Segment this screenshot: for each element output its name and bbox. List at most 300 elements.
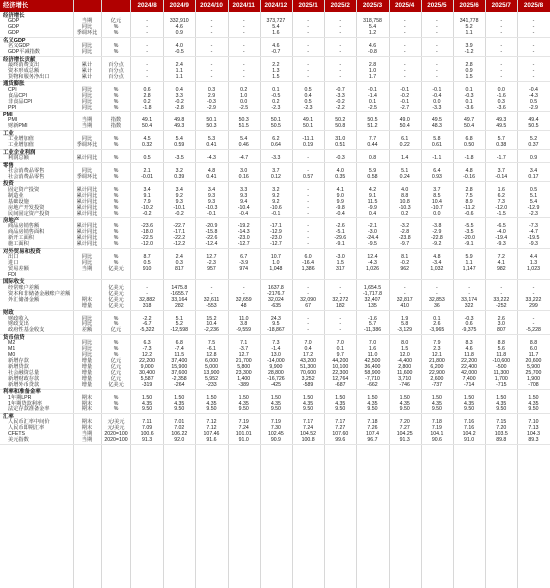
value-cell: - [307, 24, 309, 31]
unit-label: 亿美元 [108, 302, 124, 309]
value-cell: -9,559 [236, 327, 252, 334]
value-cell: 7.13 [528, 425, 539, 432]
value-cell: - [307, 321, 309, 328]
value-cell: -0.4 [335, 210, 345, 217]
value-cell: -264 [174, 381, 185, 388]
value-cell: 182 [335, 302, 345, 309]
value-cell: - [307, 210, 309, 217]
measure-type: 增量 [81, 358, 93, 365]
indicator-name: 美元指数 [8, 437, 29, 444]
value-cell: 91.3 [399, 437, 410, 444]
value-cell: 107.60 [332, 431, 349, 438]
value-cell: 910 [142, 266, 152, 272]
value-cell: -9,375 [461, 327, 477, 334]
section-title-text: 国际收支 [3, 279, 25, 286]
value-cell: 3.0 [497, 321, 505, 328]
unit-label: % [113, 204, 119, 211]
value-cell: 0.9 [529, 155, 538, 162]
value-cell: 3.7 [272, 168, 280, 175]
value-cell: 0.41 [206, 173, 217, 180]
value-cell: 12.0 [399, 352, 410, 359]
measure-type: 期末 [81, 296, 93, 303]
value-cell: - [436, 67, 438, 74]
value-cell: 0.2 [240, 86, 248, 93]
value-cell: 2.2 [272, 62, 280, 68]
value-cell: 7.01 [174, 419, 185, 426]
value-cell: 1.6 [272, 30, 280, 37]
value-cell: 102.45 [267, 431, 284, 438]
value-cell: -3.3 [432, 104, 442, 111]
value-cell: 0.2 [401, 210, 409, 217]
value-cell: - [307, 155, 309, 162]
value-cell: - [242, 24, 245, 31]
value-cell: 0.4 [304, 92, 312, 99]
value-cell: 0.19 [303, 142, 314, 149]
value-cell: 0.6 [143, 86, 151, 93]
value-cell: 4.35 [174, 400, 185, 407]
value-cell: -1.7 [496, 155, 506, 162]
value-cell: -9.7 [400, 241, 410, 248]
value-cell: 43,200 [300, 358, 317, 365]
value-cell: 9.5 [272, 321, 280, 328]
value-cell: 4.35 [399, 400, 410, 407]
value-cell: -0.8 [368, 49, 377, 56]
value-cell: 3.4 [143, 186, 151, 193]
value-cell: 2.8 [465, 62, 473, 68]
value-cell: 1,386 [301, 266, 315, 272]
value-cell: -20.9 [205, 223, 218, 230]
value-cell: -1.6 [496, 92, 506, 99]
value-cell: 4.6 [175, 24, 183, 31]
measure-type: 同比 [81, 315, 93, 322]
value-cell: 0.1 [465, 86, 473, 93]
value-cell: 44,200 [332, 358, 349, 365]
value-cell: 5.4 [368, 24, 377, 31]
indicator-name: PMI [8, 117, 18, 124]
value-cell: 0.4 [175, 86, 183, 93]
measure-type: 同比 [81, 43, 93, 50]
value-cell: 1.2 [368, 30, 377, 37]
value-cell: 2.8 [143, 92, 151, 99]
measure-type: 同比 [81, 321, 93, 328]
value-cell: 11.5 [174, 352, 185, 359]
section-title-text: 工业 [3, 130, 14, 137]
value-cell: -6.7 [142, 321, 152, 328]
value-cell: 0.59 [174, 142, 185, 149]
value-cell: 3.2 [175, 168, 183, 175]
value-cell: 3.4 [529, 168, 538, 175]
value-cell: 36,400 [364, 363, 381, 370]
unit-label: % [113, 352, 119, 359]
value-cell: - [210, 284, 213, 291]
value-cell: -635 [270, 302, 282, 309]
value-cell: 9.1 [368, 192, 377, 199]
month-header: 2025/7 [491, 2, 511, 9]
value-cell: 51.5 [238, 123, 249, 130]
value-cell: 0.8 [368, 155, 377, 162]
value-cell: 9.2 [272, 198, 280, 205]
value-cell: -0.4 [239, 210, 249, 217]
value-cell: 4.8 [465, 168, 473, 175]
measure-type: 增量 [81, 375, 93, 382]
value-cell: 0.1 [368, 98, 377, 105]
value-cell: 7.30 [270, 425, 281, 432]
unit-label: 2020=100 [104, 437, 128, 444]
value-cell: 1.5 [465, 73, 473, 80]
indicator-name: 施工面积 [8, 241, 29, 248]
value-cell: 807 [496, 327, 506, 334]
value-cell: -9.9 [368, 204, 377, 211]
value-cell: 7.10 [528, 419, 539, 426]
value-cell: - [307, 18, 309, 25]
value-cell: 103.5 [494, 431, 508, 438]
measure-type: 同比 [81, 136, 93, 143]
indicator-name: 食品CPI [8, 92, 28, 99]
indicator-name: 民间固定资产投资 [8, 210, 50, 217]
value-cell: 1.50 [528, 394, 539, 401]
value-cell: - [307, 73, 309, 80]
value-cell: 49.5 [496, 123, 507, 130]
value-cell: 90.6 [431, 437, 442, 444]
unit-label: % [113, 229, 119, 236]
value-cell: -3.6 [464, 104, 474, 111]
value-cell: 0.1 [433, 315, 441, 322]
measure-type: 期末 [81, 406, 93, 413]
value-cell: - [307, 284, 309, 291]
value-cell: -2.5 [368, 104, 377, 111]
section-title-text: 对外贸易和投资 [3, 248, 41, 255]
value-cell: - [403, 284, 406, 291]
value-cell: 4.6 [272, 43, 280, 50]
indicator-name: 房地产开发投资 [8, 204, 45, 211]
value-cell: 1.1 [465, 30, 473, 37]
value-cell: - [468, 290, 470, 297]
value-cell: 4.35 [496, 400, 507, 407]
value-cell: -1,717.8 [362, 290, 382, 297]
value-cell: -2.9 [207, 104, 216, 111]
value-cell: 5.4 [175, 136, 183, 143]
value-cell: - [500, 18, 503, 25]
value-cell: 50.2 [335, 117, 346, 124]
value-cell: 982 [496, 266, 506, 272]
value-cell: 4.1 [497, 260, 505, 267]
value-cell: 5,952 [204, 375, 218, 382]
value-cell: 104.25 [396, 431, 413, 438]
value-cell: 1,654.5 [363, 284, 382, 291]
value-cell: 7.16 [464, 425, 475, 432]
value-cell: - [146, 67, 148, 74]
value-cell: 9.7 [336, 352, 344, 359]
value-cell: 6,200 [430, 363, 444, 370]
value-cell: 7.5 [207, 340, 216, 347]
value-cell: 1.3 [272, 67, 280, 74]
value-cell: -0.1 [271, 210, 281, 217]
value-cell: -715 [496, 381, 507, 388]
value-cell: 1,023 [526, 266, 540, 272]
value-cell: - [146, 30, 148, 37]
value-cell: -14,000 [267, 358, 285, 365]
measure-type: 累计同比 [76, 229, 98, 236]
measure-type: 同比 [81, 260, 93, 267]
value-cell: 3.7 [497, 168, 505, 175]
unit-label: 百分点 [108, 73, 124, 80]
value-cell: 0.3 [175, 260, 183, 267]
value-cell: 0.9 [465, 67, 473, 74]
value-cell: 1.50 [496, 394, 507, 401]
value-cell: 92.0 [174, 437, 185, 444]
value-cell: 1.5 [272, 73, 280, 80]
indicator-name: 新增财政存款 [8, 375, 40, 382]
value-cell: 0.0 [240, 98, 248, 105]
value-cell: 11,300 [493, 369, 510, 376]
value-cell: -3.0 [335, 254, 345, 261]
value-cell: 0.12 [270, 173, 281, 180]
indicator-name: 资本和非储备金融账户差额 [8, 290, 71, 297]
value-cell: - [307, 327, 309, 334]
value-cell: -23.6 [141, 223, 153, 230]
value-cell: - [436, 290, 438, 297]
value-cell: -662 [367, 381, 378, 388]
value-cell: 107.46 [203, 431, 220, 438]
value-cell: -3.6 [496, 104, 506, 111]
value-cell: -5,228 [526, 327, 541, 334]
value-cell: -10.2 [141, 204, 153, 211]
value-cell: 0.32 [142, 142, 153, 149]
measure-type: 增量 [81, 369, 93, 376]
value-cell: 341,778 [459, 18, 479, 25]
value-cell: -9.1 [335, 241, 345, 248]
value-cell: -3.3 [335, 92, 345, 99]
indicator-name: 贸易差额 [8, 266, 29, 272]
value-cell: -12.0 [141, 241, 153, 248]
value-cell: -10.7 [430, 204, 443, 211]
value-cell: 4.35 [431, 400, 442, 407]
value-cell: - [146, 290, 148, 297]
value-cell: -12.0 [495, 204, 508, 211]
value-cell: 9.50 [142, 406, 153, 413]
value-cell: 21,700 [235, 358, 252, 365]
value-cell: 10,100 [332, 363, 349, 370]
value-cell: - [436, 43, 438, 50]
value-cell: -2.3 [271, 104, 281, 111]
value-cell: - [210, 290, 213, 297]
value-cell: 4.0 [175, 43, 183, 50]
measure-type: 期末 [81, 425, 93, 432]
value-cell: 6.2 [272, 136, 280, 143]
value-cell: -0.7 [271, 49, 281, 56]
value-cell: -22.6 [205, 235, 218, 242]
month-header: 2024/10 [200, 2, 223, 9]
unit-label: % [113, 223, 119, 230]
value-cell: 9.50 [206, 406, 217, 413]
value-cell: 0.4 [304, 346, 312, 353]
value-cell: - [339, 18, 342, 25]
value-cell: 1637.8 [267, 284, 284, 291]
value-cell: - [532, 30, 535, 37]
measure-type: 累计同比 [76, 241, 98, 248]
value-cell: - [307, 62, 309, 68]
value-cell: 5,000 [204, 363, 218, 370]
value-cell: 4.35 [528, 400, 539, 407]
value-cell: 12.7 [206, 254, 217, 261]
value-cell: 50.1 [206, 117, 217, 124]
value-cell: -12.9 [269, 229, 282, 236]
value-cell: 12.1 [431, 352, 442, 359]
value-cell: 2,800 [398, 363, 412, 370]
value-cell: -2.2 [335, 104, 345, 111]
value-cell: -22.5 [141, 235, 153, 242]
unit-label: 亿元 [110, 363, 122, 370]
value-cell: 96.7 [367, 437, 378, 444]
value-cell: 0.4 [368, 210, 377, 217]
value-cell: 4.2 [368, 186, 377, 193]
value-cell: 0.9 [175, 30, 183, 37]
indicator-name: GDP [8, 24, 20, 31]
section-title-text: 通货膨胀 [3, 81, 25, 88]
measure-type: 累计同比 [76, 192, 98, 199]
value-cell: 1.50 [174, 394, 185, 401]
value-cell: 9.4 [240, 198, 248, 205]
value-cell: 0.46 [238, 142, 249, 149]
value-cell: -1.6 [368, 315, 377, 322]
value-cell: 5.9 [368, 168, 377, 175]
value-cell: 7.15 [496, 419, 507, 426]
unit-label: % [113, 340, 119, 347]
month-header: 2024/9 [169, 2, 189, 9]
value-cell: -0.3 [464, 92, 474, 99]
value-cell: 42,000 [461, 369, 478, 376]
unit-label: 亿元 [110, 18, 122, 25]
value-cell: 5.3 [207, 136, 216, 143]
value-cell: 4.8 [207, 168, 216, 175]
value-cell: 8.9 [465, 198, 473, 205]
value-cell: - [436, 30, 438, 37]
value-cell: 49.4 [528, 117, 539, 124]
value-cell: -1.1 [432, 155, 442, 162]
indicator-name: GDP平减指数 [8, 49, 40, 56]
value-cell: - [307, 315, 309, 322]
value-cell: - [500, 24, 503, 31]
value-cell: 7.12 [206, 419, 217, 426]
value-cell: - [307, 229, 309, 236]
unit-label: 亿元 [110, 375, 122, 382]
value-cell: - [403, 67, 406, 74]
value-cell: -0.2 [335, 98, 345, 105]
unit-label: % [113, 406, 119, 413]
indicator-name: 制造业 [8, 192, 24, 199]
value-cell: - [146, 24, 148, 31]
value-cell: - [242, 67, 245, 74]
value-cell: -0.4 [432, 92, 442, 99]
value-cell: - [242, 290, 245, 297]
value-cell: 9,000 [140, 363, 154, 370]
value-cell: 104.2 [462, 431, 476, 438]
value-cell: 32,272 [332, 296, 349, 303]
value-cell: -4,400 [397, 358, 413, 365]
value-cell: 0.44 [367, 142, 378, 149]
section-title-text: 经济增长贡献 [3, 56, 36, 63]
value-cell: 0.51 [335, 142, 346, 149]
section-title-text: 货币信贷 [3, 334, 25, 341]
value-cell: - [436, 49, 438, 56]
value-cell: - [242, 43, 245, 50]
indicator-name: 利润总额 [8, 155, 29, 162]
value-cell: -1.4 [368, 92, 377, 99]
indicator-name: 名义GDP [8, 43, 30, 50]
value-cell: -2.2 [142, 315, 152, 322]
section-title-text: 经济增长 [3, 13, 25, 19]
value-cell: 7.19 [431, 425, 442, 432]
value-cell: 5.2 [465, 24, 473, 31]
value-cell: -0.1 [368, 86, 377, 93]
value-cell: -17.1 [173, 229, 186, 236]
value-cell: - [500, 284, 503, 291]
value-cell: - [307, 290, 309, 297]
measure-type: 累计同比 [76, 155, 98, 162]
value-cell: -9.2 [432, 241, 442, 248]
value-cell: - [403, 43, 406, 50]
value-cell: 5,800 [237, 363, 251, 370]
month-header: 2024/8 [137, 2, 157, 9]
value-cell: -22.8 [430, 235, 443, 242]
value-cell: 9.50 [270, 406, 281, 413]
value-cell: 0.2 [272, 98, 280, 105]
value-cell: 4.35 [206, 400, 217, 407]
value-cell: - [242, 73, 245, 80]
value-cell: 9.3 [207, 198, 216, 205]
value-cell: -6.5 [496, 223, 506, 230]
value-cell: 4.35 [238, 400, 249, 407]
value-cell: 12.4 [367, 254, 378, 261]
value-cell: -553 [206, 302, 217, 309]
value-cell: - [403, 290, 406, 297]
value-cell: 50.5 [367, 117, 378, 124]
value-cell: -0.1 [207, 210, 216, 217]
value-cell: 7.19 [238, 419, 249, 426]
value-cell: - [146, 73, 148, 80]
value-cell: 1.5 [401, 346, 409, 353]
value-cell: 30,400 [139, 369, 156, 376]
value-cell: 6.2 [497, 192, 505, 199]
value-cell: 15,900 [171, 363, 188, 370]
value-cell: -589 [302, 381, 314, 388]
indicator-name: M0 [8, 352, 16, 359]
header-title: 经济增长 [3, 2, 29, 9]
indicator-name: M1 [8, 346, 16, 353]
value-cell: -3.8 [432, 223, 442, 230]
value-cell: - [436, 18, 438, 25]
value-cell: 1.50 [206, 394, 217, 401]
value-cell: -0.7 [335, 86, 345, 93]
value-cell: 11.0 [238, 315, 249, 322]
value-cell: 49.0 [399, 117, 410, 124]
value-cell: 23,300 [235, 369, 252, 376]
value-cell: 7.0 [304, 340, 312, 347]
value-cell: 4.4 [529, 254, 538, 261]
value-cell: -1.4 [271, 346, 281, 353]
value-cell: - [436, 24, 438, 31]
value-cell: -3.9 [239, 260, 249, 267]
value-cell: 0.38 [496, 142, 507, 149]
value-cell: 22,900 [428, 369, 445, 376]
value-cell: 22,300 [332, 369, 349, 376]
value-cell: 32,407 [364, 296, 381, 303]
month-header: 2025/6 [459, 2, 479, 9]
unit-label: 百分点 [108, 67, 124, 74]
value-cell: 332,910 [169, 18, 189, 25]
measure-type: 同比 [81, 340, 93, 347]
value-cell: 5.8 [401, 321, 409, 328]
